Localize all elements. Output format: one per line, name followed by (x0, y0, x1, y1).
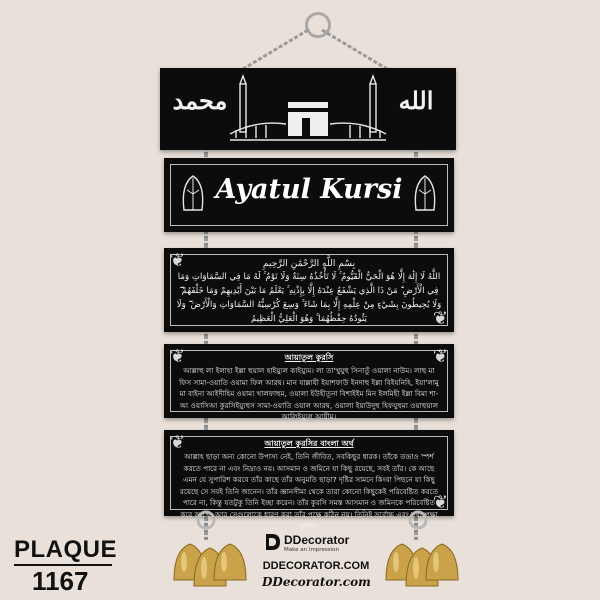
corner-ornament-icon: ❦ (170, 346, 186, 367)
ayatul-kursi-arabic-text: اللَّهُ لَا إِلَٰهَ إِلَّا هُوَ الْحَيُّ الْقَيُّومُ ۚ لَا تَأْخُذُهُ سِنَةٌ وَلَا نَوْمٌ ۚ لَهُ مَا فِي السَّمَاوَاتِ وَمَا فِي الْأَرْضِ ۗ مَنْ ذَا الَّذِي يَشْفَعُ عِنْدَهُ إِلَّا بِإِذْنِهِ ۚ يَعْلَمُ مَا بَيْنَ أَيْدِيهِمْ وَمَا خَلْفَهُمْ ۖ وَلَا يُحِيطُونَ بِشَيْءٍ مِنْ عِلْمِهِ إِلَّا بِمَا شَاءَ ۚ وَسِعَ كُرْسِيُّهُ السَّمَاوَاتِ وَالْأَرْضَ ۖ وَلَا يَئُودُهُ حِفْظُهُمَا ۚ وَهُوَ الْعَلِيُّ الْعَظِيمُ (176, 272, 442, 324)
corner-ornament-icon: ❦ (432, 492, 448, 513)
muhammad-calligraphy: محمد (172, 86, 228, 115)
plaque-number: 1167 (32, 566, 89, 596)
brass-bells-left-icon (160, 510, 256, 594)
plaque-title: Ayatul Kursi (215, 174, 403, 205)
header-plank (160, 68, 456, 150)
arabic-text-plank (164, 248, 454, 332)
corner-ornament-icon: ❦ (432, 346, 448, 367)
plaque-label: PLAQUE (14, 536, 118, 563)
corner-ornament-icon: ❦ (170, 250, 186, 271)
meaning-plank (164, 430, 454, 530)
corner-ornament-icon: ❦ (170, 432, 186, 453)
transliteration-heading: আয়াতুল কুরসি (284, 353, 334, 362)
ddecorator-logo-icon (264, 532, 282, 552)
corner-ornament-icon: ❦ (432, 308, 448, 329)
brand-tagline: Make an Impression (284, 547, 339, 553)
brand-website: DDECORATOR.COM (262, 560, 370, 572)
meaning-heading: আয়াতুল কুরসির বাংলা অর্থ (264, 439, 354, 448)
meaning-text: আল্লাহ ছাড়া অন্য কোনো উপাস্য নেই, তিনি জীবিত, সবকিছুর ধারক। তাঁকে তন্দ্রাও স্পর্শ করতে পারে না এবং নিদ্রাও নয়। আসমান ও জমিনে যা কিছু রয়েছে, সবই তাঁর। কে আছে এমন যে সুপারিশ করবে তাঁর কাছে তাঁর অনুমতি ছাড়া? দৃষ্টির সামনে কিংবা পিছনে যা কিছু রয়েছে সে সবই তিনি জানেন। তাঁর জ্ঞানসীমা থেকে তারা কোনো কিছুকেই পরিবেষ্টিত করতে পারে না, কিন্তু যতটুকু তিনি ইচ্ছা করেন। তাঁর কুরসি সমস্ত আসমান ও জমিনকে পরিবেষ্টিত করে আছে। আর সেগুলোকে ধারণ করা তাঁর পক্ষে কঠিন নয়। তিনিই সর্বোচ্চ এবং সর্বাপেক্ষা মহান। (180, 452, 438, 530)
allah-calligraphy: الله (398, 86, 434, 115)
brand-script-signature: DDecorator.com (262, 575, 371, 589)
brass-bells-right-icon (372, 510, 468, 594)
bismillah-text: بِسْمِ اللَّهِ الرَّحْمَٰنِ الرَّحِيمِ (262, 258, 356, 269)
kaaba-mosque-icon (226, 74, 390, 146)
praying-hands-icon (176, 170, 210, 220)
transliteration-text: আল্লাহু লা ইলাহা ইল্লা হুয়াল হাইয়্যুল কাইয়্যুম। লা তা'খুযুহু সিনাতুঁ ওয়ালা নাউম। লাহু মা ফিস সামা-ওয়াতি ওয়ামা ফিল আরদ্ব। মান যাল্লাযী ইয়াশফাউ ইনদাহু ইল্লা বিইযনিহি, ইয়া'লামু মা বাইনা আইদীহিম ওয়ামা খালফাহুম, ওয়ালা ইউহীতূনা বিশাইইম মিন ইলমিহী ইল্লা বিমা শা-আ ওয়াসিআ কুরসিইয়্যুহুস সামা-ওয়াতি ওয়াল আরদ্ব, ওয়ালা ইয়াউদুহু হিফযুহুমা ওয়াহুয়াল আলিইয়্যুল আযীম। (179, 366, 439, 421)
title-plank (164, 158, 454, 232)
brand-name: DDecorator (284, 533, 350, 547)
praying-hands-icon (408, 170, 442, 220)
transliteration-plank (164, 344, 454, 421)
brand-logo (262, 530, 370, 594)
